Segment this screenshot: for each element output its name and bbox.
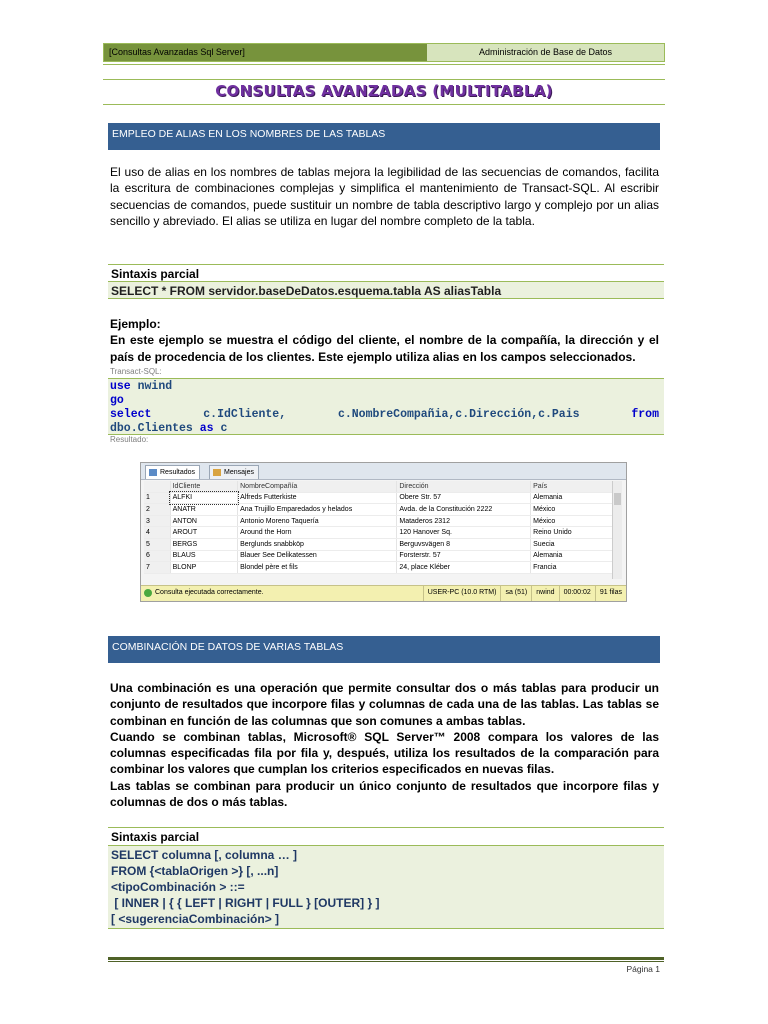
- code-line: [110, 422, 664, 436]
- table-row: [144, 538, 614, 550]
- vertical-scrollbar: [612, 481, 622, 579]
- join-paragraph: Las tablas se combinan para producir un único conjunto de resultados que incorpore filas y columnas de dos o más tablas.: [110, 778, 659, 810]
- table-cell: Alfreds Futterkiste: [238, 492, 397, 504]
- code-line: [110, 394, 664, 408]
- page-header: [103, 43, 665, 62]
- table-cell: BERGS: [170, 538, 238, 550]
- tab-label: Mensajes: [224, 469, 254, 476]
- syntax-line: [ INNER | { { LEFT | RIGHT | FULL } [OUTER] } ]: [111, 896, 380, 910]
- row-number: 6: [144, 550, 170, 562]
- code-text: nwind: [137, 380, 173, 393]
- code-line: [110, 408, 659, 422]
- message-icon: [213, 469, 221, 476]
- tab-label: Resultados: [160, 469, 196, 476]
- table-cell: Antonio Moreno Taquería: [238, 515, 397, 527]
- row-number: 7: [144, 562, 170, 574]
- syntax-label: Sintaxis parcial: [108, 264, 664, 282]
- example-text: En este ejemplo se muestra el código del cliente, el nombre de la compañía, la dirección y el país de procedencia de los clientes. Este ejemplo utiliza alias en los campos seleccionados.: [110, 333, 659, 364]
- footer-rule: [108, 957, 664, 960]
- table-cell: Blondel père et fils: [238, 562, 397, 574]
- status-text: Consulta ejecutada correctamente.: [155, 589, 264, 596]
- tab-messages: [209, 465, 259, 479]
- code-keyword: go: [110, 394, 124, 407]
- table-cell: Berguvsvägen 8: [397, 538, 531, 550]
- table-cell: México: [531, 515, 614, 527]
- footer-rule: [108, 961, 664, 962]
- intro-paragraph: El uso de alias en los nombres de tablas mejora la legibilidad de las secuencias de comandos, facilita la escritura de combinaciones complejas y simplifica el mantenimiento de Transact-SQL. Al escribir secuencias de comandos, puede sustituir un nombre de tabla descriptivo largo y complejo por un alias sencillo y abreviado. El alias se utiliza en lugar del nombre completo de la tabla.: [110, 165, 659, 228]
- status-user: sa (51): [500, 586, 531, 601]
- example-block: [110, 316, 659, 365]
- table-cell: Reino Unido: [531, 527, 614, 539]
- results-table: [144, 481, 614, 574]
- divider: [103, 79, 665, 80]
- section-heading-join: COMBINACIÓN DE DATOS DE VARIAS TABLAS: [108, 636, 660, 663]
- grid-icon: [149, 469, 157, 476]
- page-number: Página 1: [626, 964, 660, 974]
- status-rows: 91 filas: [595, 586, 626, 601]
- table-cell: Francia: [531, 562, 614, 574]
- code-keyword: as: [199, 422, 214, 435]
- status-bar: [141, 585, 626, 601]
- syntax-box: SELECT * FROM servidor.baseDeDatos.esquema.tabla AS aliasTabla: [108, 281, 664, 299]
- syntax-line: <tipoCombinación > ::=: [111, 880, 245, 894]
- code-line: [110, 380, 664, 394]
- status-time: 00:00:02: [559, 586, 595, 601]
- row-number: 1: [144, 492, 170, 504]
- syntax-line: FROM {<tablaOrigen >} [, ...n]: [111, 864, 279, 878]
- table-cell: ANTON: [170, 515, 238, 527]
- page-title: CONSULTAS AVANZADAS (MULTITABLA): [215, 82, 553, 100]
- code-text: c.NombreCompañia,c.Dirección,c.Pais: [337, 408, 580, 421]
- row-number: 2: [144, 504, 170, 516]
- table-cell: México: [531, 504, 614, 516]
- code-keyword: use: [110, 380, 131, 393]
- syntax-box: [108, 845, 664, 929]
- code-label: Transact-SQL:: [110, 367, 162, 376]
- header-left: [Consultas Avanzadas Sql Server]: [104, 44, 427, 61]
- code-block: [108, 378, 664, 435]
- row-number: 5: [144, 538, 170, 550]
- column-header: País: [531, 481, 614, 492]
- table-cell: ANATR: [170, 504, 238, 516]
- table-cell: Avda. de la Constitución 2222: [397, 504, 531, 516]
- syntax-lines: [111, 847, 664, 927]
- results-tabs: [141, 463, 626, 480]
- table-row: [144, 562, 614, 574]
- example-label: Ejemplo:: [110, 317, 161, 331]
- syntax-line: SELECT columna [, columna … ]: [111, 848, 298, 862]
- section-alias-intro: [110, 164, 659, 229]
- code-text: dbo.Clientes: [110, 422, 193, 435]
- table-cell: Suecia: [531, 538, 614, 550]
- syntax-line: [ <sugerenciaCombinación> ]: [111, 912, 280, 926]
- row-number: 3: [144, 515, 170, 527]
- table-row: [144, 527, 614, 539]
- table-cell: Alemania: [531, 550, 614, 562]
- table-row: [144, 492, 614, 504]
- success-icon: [144, 589, 152, 597]
- table-cell: Mataderos 2312: [397, 515, 531, 527]
- column-header: IdCliente: [170, 481, 238, 492]
- table-cell: BLAUS: [170, 550, 238, 562]
- table-row: [144, 550, 614, 562]
- divider: [103, 64, 665, 65]
- result-label: Resultado:: [110, 435, 149, 444]
- table-cell: Berglunds snabbköp: [238, 538, 397, 550]
- row-number: 4: [144, 527, 170, 539]
- section-heading-alias: EMPLEO DE ALIAS EN LOS NOMBRES DE LAS TABLAS: [108, 123, 660, 150]
- code-keyword: select: [110, 408, 152, 421]
- table-cell: ALFKI: [170, 492, 238, 504]
- table-cell: Ana Trujillo Emparedados y helados: [238, 504, 397, 516]
- join-paragraph: Cuando se combinan tablas, Microsoft® SQL Server™ 2008 compara los valores de las columnas especificadas fila por fila y, después, utiliza los resultados de la comparación para combinar los valores que cumplan los criterios especificados en nuevas filas.: [110, 729, 659, 777]
- table-cell: Blauer See Delikatessen: [238, 550, 397, 562]
- join-paragraph: Una combinación es una operación que permite consultar dos o más tablas para producir un conjunto de resultados que incorpore filas y columnas de cada una de las tablas. Las tablas se combinan en función de las columnas que son comunes a ambas tablas.: [110, 681, 659, 728]
- code-text: c: [220, 422, 228, 435]
- status-db: nwind: [531, 586, 558, 601]
- table-cell: Obere Str. 57: [397, 492, 531, 504]
- table-cell: 24, place Kléber: [397, 562, 531, 574]
- table-cell: AROUT: [170, 527, 238, 539]
- table-row: [144, 504, 614, 516]
- divider: [103, 104, 665, 105]
- results-screenshot: [140, 462, 627, 602]
- section-join-text: [110, 680, 659, 810]
- column-header: NombreCompañía: [238, 481, 397, 492]
- table-cell: Forsterstr. 57: [397, 550, 531, 562]
- status-message: [141, 586, 423, 601]
- code-text: c.IdCliente,: [203, 408, 287, 421]
- status-server: USER-PC (10.0 RTM): [423, 586, 501, 601]
- table-cell: Alemania: [531, 492, 614, 504]
- tab-results: [145, 465, 200, 479]
- table-cell: 120 Hanover Sq.: [397, 527, 531, 539]
- header-right: Administración de Base de Datos: [427, 44, 664, 61]
- scrollbar-thumb: [614, 493, 621, 505]
- code-keyword: from: [631, 408, 659, 421]
- table-cell: Around the Horn: [238, 527, 397, 539]
- syntax-label: Sintaxis parcial: [108, 827, 664, 845]
- column-header: Dirección: [397, 481, 531, 492]
- table-row: [144, 515, 614, 527]
- column-header: [144, 481, 170, 492]
- table-cell: BLONP: [170, 562, 238, 574]
